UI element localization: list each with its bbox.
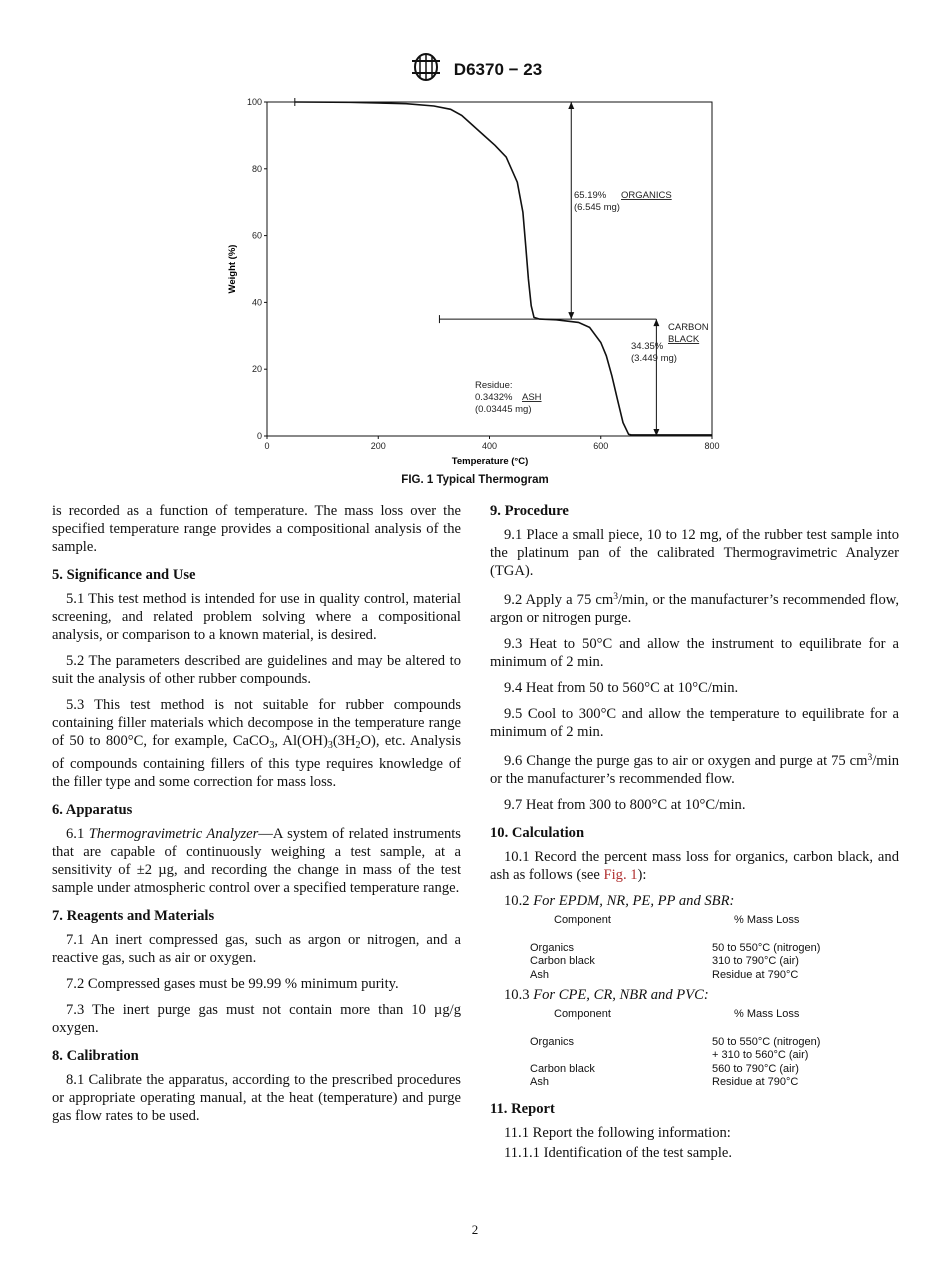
organics-arrow-head-down bbox=[568, 312, 574, 319]
para-8-1: 8.1 Calibrate the apparatus, according to the prescribed procedures or appropriate operating manual, at the heat (temperature) and purge gas flow rates to be used. bbox=[52, 1072, 461, 1124]
para-6-1: 6.1 Thermogravimetric Analyzer—A system of related instruments that are capable of continuously weighing a test sample, at a sensitivity of ±2 µg, and recording the change in mass of the test sample under atmospheric control over a specified temperature range. bbox=[52, 826, 461, 896]
y-tick-label: 0 bbox=[256, 431, 262, 441]
thermogram-chart bbox=[222, 92, 732, 472]
x-tick-label: 800 bbox=[704, 441, 720, 451]
organics-label: ORGANICS bbox=[621, 190, 672, 201]
table-epdm bbox=[530, 914, 820, 982]
y-tick-label: 80 bbox=[251, 163, 262, 174]
section-7-title: 7. Reagents and Materials bbox=[52, 908, 215, 924]
ash-pct-label: 0.3432% bbox=[475, 392, 513, 403]
x-tick-label: 200 bbox=[370, 441, 386, 451]
para-5-3: 5.3 This test method is not suitable for rubber compounds containing filler materials which decompose in the temperature range of 50 to 800°C, for example, CaCO$_3$, $Al(OH)_3(3H_2O)$, etc. Analysis of compounds containing fillers of this type requires knowledge of the filler type and some correction for mass loss. bbox=[52, 697, 461, 790]
para-11-1-1: 11.1.1 Identification of the test sample. bbox=[504, 1144, 733, 1161]
right-column bbox=[490, 502, 899, 1170]
para-5-2: 5.2 The parameters described are guidelines and may be altered to suit the analysis of other rubber compounds. bbox=[52, 653, 461, 687]
y-axis-label: Weight (%) bbox=[227, 244, 238, 294]
page-header bbox=[0, 52, 950, 87]
y-tick-label: 60 bbox=[251, 230, 262, 241]
para-9-7: 9.7 Heat from 300 to 800°C at 10°C/min. bbox=[504, 797, 746, 813]
left-column bbox=[52, 502, 461, 1133]
x-tick-label: 600 bbox=[593, 441, 609, 451]
x-tick-label: 0 bbox=[264, 441, 270, 451]
residue-label: Residue: bbox=[475, 380, 513, 391]
para-9-4: 9.4 Heat from 50 to 560°C at 10°C/min. bbox=[504, 680, 739, 696]
table-row: Carbon black 310 to 790°C (air) bbox=[530, 955, 799, 967]
carbon-label-1: CARBON bbox=[668, 322, 709, 333]
section-6-title: 6. Apparatus bbox=[52, 802, 133, 818]
organics-pct-label: 65.19% bbox=[574, 190, 607, 201]
table-header: % Mass Loss bbox=[734, 914, 800, 926]
table-row: Ash Residue at 790°C bbox=[530, 1076, 799, 1088]
x-axis-label: Temperature (°C) bbox=[451, 456, 529, 467]
carbon-arrow-head-up bbox=[653, 319, 659, 326]
y-tick-label: 100 bbox=[246, 97, 262, 107]
para-9-1: 9.1 Place a small piece, 10 to 12 mg, of the rubber test sample into the platinum pan of the calibrated Thermogravimetric Analyzer (TGA). bbox=[490, 527, 899, 579]
carbon-pct-label: 34.35% bbox=[631, 341, 664, 352]
section-11-title: 11. Report bbox=[490, 1100, 555, 1117]
fig-1-link[interactable]: Fig. 1 bbox=[603, 867, 638, 883]
section-9-title: 9. Procedure bbox=[490, 503, 569, 519]
para-9-5: 9.5 Cool to 300°C and allow the temperature to equilibrate for a minimum of 2 min. bbox=[490, 706, 899, 740]
para-7-3: 7.3 The inert purge gas must not contain more than 10 µg/g oxygen. bbox=[52, 1002, 461, 1036]
table-row: Ash Residue at 790°C bbox=[530, 968, 799, 981]
para-10-2: 10.2 For EPDM, NR, PE, PP and SBR: bbox=[504, 893, 735, 909]
table-row: + 310 to 560°C (air) bbox=[712, 1049, 809, 1061]
x-tick-label: 400 bbox=[481, 441, 498, 451]
table-header: Component bbox=[554, 1008, 611, 1020]
y-tick-label: 40 bbox=[251, 297, 262, 308]
table-header: % Mass Loss bbox=[734, 1008, 800, 1020]
para-10-3: 10.3 For CPE, CR, NBR and PVC: bbox=[504, 987, 709, 1003]
para-7-2: 7.2 Compressed gases must be 99.99 % minimum purity. bbox=[66, 976, 399, 992]
carbon-label-2: BLACK bbox=[668, 334, 700, 345]
section-5-title: 5. Significance and Use bbox=[52, 567, 196, 583]
continued-paragraph: is recorded as a function of temperature. The mass loss over the specified temperature range provides a compositional analysis of the sample. bbox=[52, 503, 461, 555]
table-header: Component bbox=[554, 914, 611, 926]
table-row: Organics 50 to 550°C (nitrogen) bbox=[530, 1035, 821, 1048]
figure-caption: FIG. 1 Typical Thermogram bbox=[401, 474, 549, 486]
page-number: 2 bbox=[471, 1222, 479, 1237]
para-7-1: 7.1 An inert compressed gas, such as argon or nitrogen, and a reactive gas, such as air or oxygen. bbox=[52, 932, 461, 966]
para-9-2: 9.2 Apply a 75 $cm^3/\min$, or the manufacturer’s recommended flow, argon or nitrogen purge. bbox=[490, 592, 899, 626]
table-row: Organics 50 to 550°C (nitrogen) bbox=[530, 941, 821, 954]
ash-label: ASH bbox=[522, 392, 542, 403]
para-9-3: 9.3 Heat to 50°C and allow the instrument to equilibrate for a minimum of 2 min. bbox=[490, 636, 899, 670]
thermogram-figure bbox=[222, 92, 732, 477]
section-8-title: 8. Calibration bbox=[52, 1048, 139, 1064]
y-tick-label: 20 bbox=[251, 364, 262, 375]
section-10-title: 10. Calculation bbox=[490, 825, 585, 841]
carbon-mass-label: (3.449 mg) bbox=[631, 353, 677, 364]
para-10-1: 10.1 Record the percent mass loss for organics, carbon black, and ash as follows (see Fig. 1): bbox=[490, 849, 899, 883]
astm-logo-icon bbox=[408, 52, 444, 87]
standard-designation: D6370 − 23 bbox=[453, 59, 543, 79]
para-5-1: 5.1 This test method is intended for use in quality control, material screening, and related problem solving where a compositional analysis, or comparison to a known material, is desired. bbox=[52, 591, 461, 643]
table-row: Carbon black 560 to 790°C (air) bbox=[530, 1062, 799, 1075]
table-cpe bbox=[530, 1008, 820, 1090]
ash-mass-label: (0.03445 mg) bbox=[475, 404, 532, 415]
para-9-6: 9.6 Change the purge gas to air or oxygen and purge at 75 $cm^3/\min$ or the manufacturer’s recommended flow. bbox=[490, 753, 899, 787]
organics-arrow-head-up bbox=[568, 102, 574, 109]
para-11-1: 11.1 Report the following information: bbox=[504, 1124, 731, 1141]
organics-mass-label: (6.545 mg) bbox=[574, 202, 620, 213]
